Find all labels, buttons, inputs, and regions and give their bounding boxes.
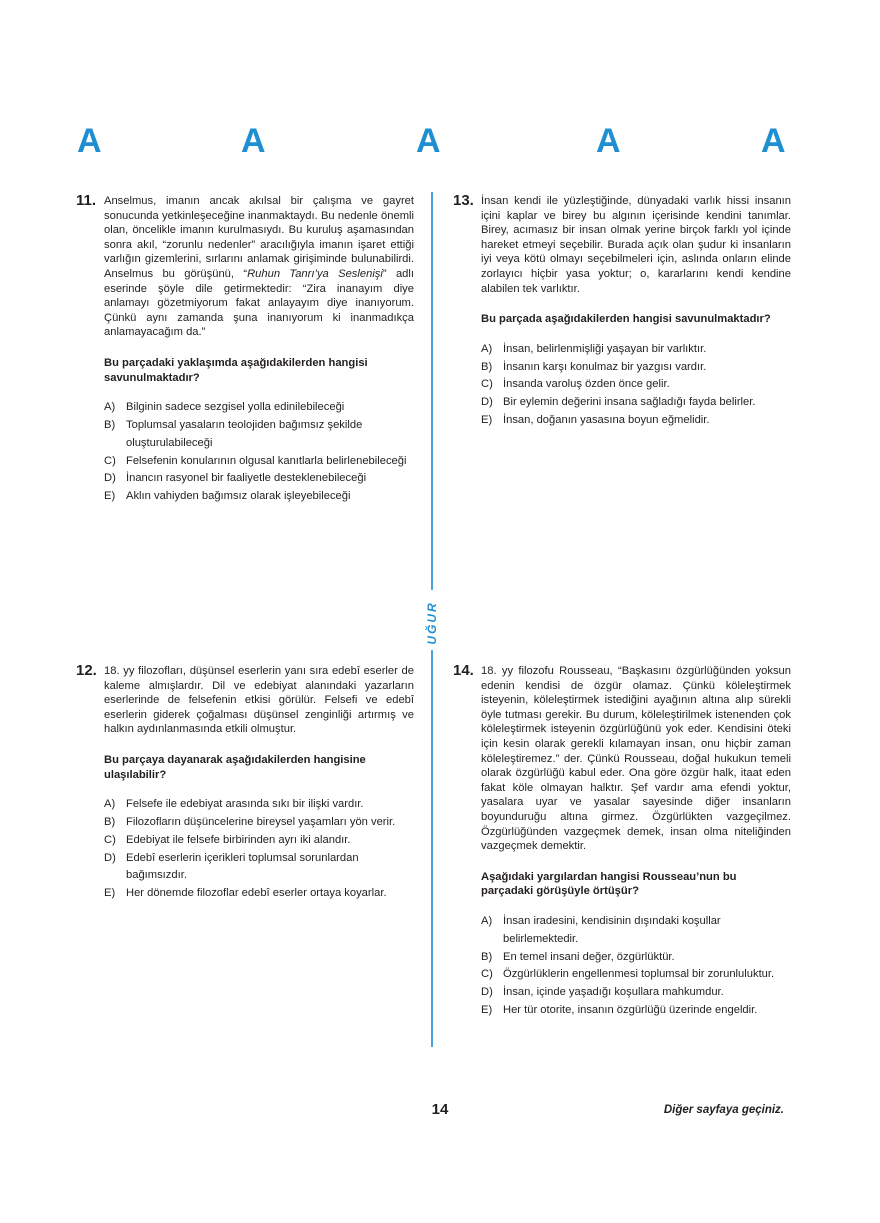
answer-option[interactable]: A) Felsefe ile edebiyat arasında sıkı bir ilişki vardır.: [104, 798, 364, 811]
answer-option[interactable]: D) İnancın rasyonel bir faaliyetle desteklenebileceği: [104, 472, 367, 485]
answer-option[interactable]: B) Toplumsal yasaların teolojiden bağımsız şekilde oluşturulabileceği: [104, 418, 363, 449]
question-number: 13.: [453, 192, 474, 209]
header-letter: A: [761, 122, 786, 160]
answer-options: [481, 341, 791, 430]
answer-options: [104, 796, 414, 903]
question-stem: Anselmus, imanın ancak akılsal bir çalışma ve gayret sonucunda yetkinleşeceğine inanmaktaydı. Bu nedenle önemli olan, öncelikle imanın kurulmasıydı. Bu kuruluş aşamasından sonra akıl, “zorunlu nedenler” aracılığıyla imanın işaret ettiği varlığın gizemlerini, sırlarını anlamak girişiminde bulunabilirdi. Anselmus bu görüşünü, “Ruhun Tanrı’ya Seslenişi” adlı eserinde şöyle dile getirmektedir: “Zira inanayım diye anlamayı gözetmiyorum fakat anlayayım diye inanıyorum. Çünkü aynı zamanda şuna inanıyorum ki inanmadıkça anlamayacağım da.”: [104, 195, 414, 339]
answer-option[interactable]: C) Edebiyat ile felsefe birbirinden ayrı iki alandır.: [104, 833, 351, 846]
column-divider: [431, 192, 433, 590]
brand-text: UĞUR: [425, 601, 439, 645]
question-stem: 18. yy filozofu Rousseau, “Başkasını özgürlüğünden yoksun edenin kendisi de özgür olamaz. Çünkü köleleştirmek isteyenin, köleleştirmek istediğini ayağının altına alıp sürekli öyle tutması gerekir. Bu durum, köleleştirilmek istenenden çok köleleştirmek isteyenin özgürlüğünü yok eder. Kendisini öteki için kesin olarak gerekli kılamayan insan, onu hiçbir zaman köleleştiremez.” der. Çünkü Rousseau, doğal hukukun temeli olarak özgürlüğü kabul eder. Ona göre özgür halk, itaat eden fakat köle olmayan halktır. Şef vardır ama efendi yoktur, yasalara uyar ve yasalar sayesinde diğer insanların boyunduruğu altına girmez. Özgürlükten vazgeçilmez. Özgürlüğünden vazgeçmek demek, insan olma niteliğinden vazgeçmek demektir.: [481, 665, 791, 853]
next-page-note: Diğer sayfaya geçiniz.: [663, 1104, 784, 1116]
answer-option[interactable]: D) Edebî eserlerin içerikleri toplumsal sorunlardan bağımsızdır.: [104, 851, 359, 882]
answer-option[interactable]: D) İnsan, içinde yaşadığı koşullara mahkumdur.: [481, 986, 724, 999]
question-stem: 18. yy filozofları, düşünsel eserlerin yanı sıra edebî eserler de kaleme almışlardır. Dil ve edebiyat alanındaki yazarların eserlerinde de felsefenin etkisi görülür. Felsefi ve edebî eserlerin giderek çoğalması düşünsel zenginliği artırmış ve halkın aydınlanmasında etkili olmuştur.: [104, 665, 414, 736]
header-letter: A: [241, 122, 266, 160]
answer-option[interactable]: C) Özgürlüklerin engellenmesi toplumsal bir zorunluluktur.: [481, 968, 775, 981]
question-prompt: Bu parçaya dayanarak aşağıdakilerden hangisine ulaşılabilir?: [104, 753, 366, 781]
answer-option[interactable]: B) En temel insani değer, özgürlüktür.: [481, 950, 675, 963]
brand-logo: [422, 600, 442, 646]
question-11: [76, 192, 414, 506]
answer-option[interactable]: B) İnsanın karşı konulmaz bir yazgısı vardır.: [481, 360, 707, 373]
answer-option[interactable]: E) Her tür otorite, insanın özgürlüğü üzerinde engeldir.: [481, 1003, 758, 1016]
question-13: [453, 192, 791, 430]
question-number: 14.: [453, 662, 474, 679]
answer-option[interactable]: D) Bir eylemin değerini insana sağladığı fayda belirler.: [481, 396, 756, 409]
question-number: 12.: [76, 662, 97, 679]
question-stem: İnsan kendi ile yüzleştiğinde, dünyadaki varlık hissi insanın içini kaplar ve birey bu algının içerisinde kendini tanımlar. Birey, acımasız bir insan olmak yerine birçok farklı yol içinde hareket etmeyi seçebilir. Burada açık olan şudur ki insanların iyi veya kötü olmayı seçebilmeleri için, aslında onların elinde zorlayıcı hiçbir yasa yoktur; o, kararlarını kendi kendine alabilen tek varlıktır.: [481, 195, 791, 295]
question-prompt: Bu parçadaki yaklaşımda aşağıdakilerden hangisi savunulmaktadır?: [104, 356, 368, 384]
answer-option[interactable]: E) Aklın vahiyden bağımsız olarak işleyebileceği: [104, 490, 351, 503]
answer-option[interactable]: C) Felsefenin konularının olgusal kanıtlarla belirlenebileceği: [104, 454, 407, 467]
question-prompt: Aşağıdaki yargılardan hangisi Rousseau’nun bu parçadaki görüşüyle örtüşür?: [481, 870, 737, 898]
question-14: [453, 662, 791, 1020]
answer-options: [104, 399, 414, 506]
answer-option[interactable]: E) İnsan, doğanın yasasına boyun eğmelidir.: [481, 413, 710, 426]
page-number: 14: [431, 1101, 449, 1118]
header-letter: A: [416, 122, 441, 160]
answer-option[interactable]: B) Filozofların düşüncelerine bireysel yaşamları yön verir.: [104, 815, 396, 828]
question-prompt: Bu parçada aşağıdakilerden hangisi savunulmaktadır?: [481, 313, 771, 326]
question-number: 11.: [76, 192, 97, 209]
answer-option[interactable]: A) İnsan iradesini, kendisinin dışındaki koşullar belirlemektedir.: [481, 914, 721, 945]
answer-option[interactable]: A) Bilginin sadece sezgisel yolla edinilebileceği: [104, 401, 345, 414]
answer-options: [481, 913, 791, 1020]
header-letter: A: [596, 122, 621, 160]
header-letters: [0, 122, 880, 166]
answer-option[interactable]: E) Her dönemde filozoflar edebî eserler ortaya koyarlar.: [104, 887, 387, 900]
question-12: [76, 662, 414, 903]
column-divider: [431, 650, 433, 1047]
answer-option[interactable]: A) İnsan, belirlenmişliği yaşayan bir varlıktır.: [481, 342, 707, 355]
header-letter: A: [77, 122, 102, 160]
book-title: Ruhun Tanrı’ya Seslenişi: [247, 267, 383, 280]
answer-option[interactable]: C) İnsanda varoluş özden önce gelir.: [481, 378, 670, 391]
